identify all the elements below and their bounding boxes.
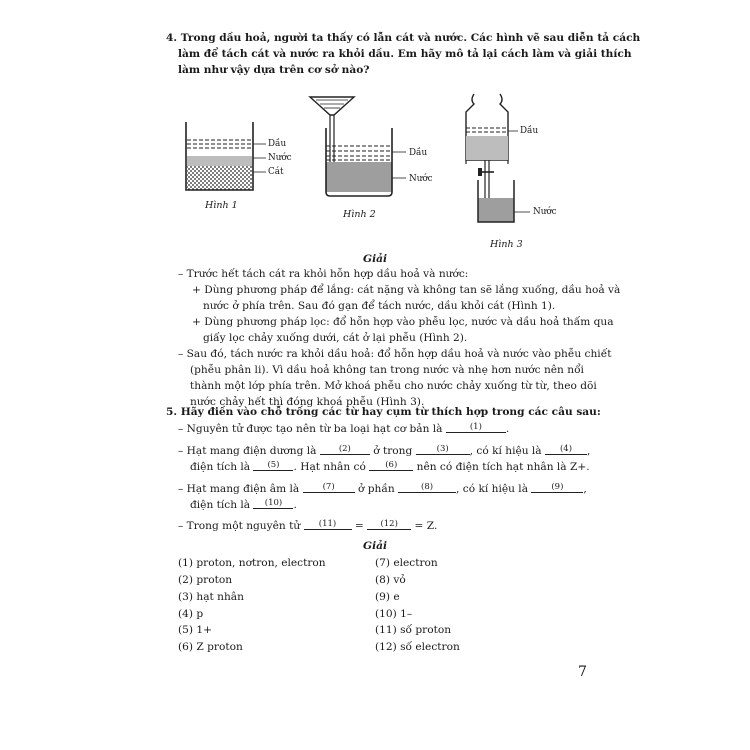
answer-left-6: (6) Z proton (178, 641, 243, 653)
blank-6: (6) (369, 460, 413, 471)
answer-right-2: (8) vỏ (375, 574, 406, 586)
q5-s3b-end: . (293, 499, 297, 511)
answer-right-3: (9) e (375, 591, 400, 603)
blank-8: (8) (398, 482, 456, 493)
sol4-separate-4: nước chảy hết thì đóng khoá phễu (Hình 3). (190, 396, 425, 408)
sol4-settle-1: + Dùng phương pháp để lắng: cát nặng và không tan sẽ lắng xuống, dầu hoả và (192, 284, 621, 296)
q4-line-3: làm như vậy dựa trên cơ sở nào? (178, 64, 370, 76)
q5-s1-text: – Nguyên tử được tạo nên từ ba loại hạt cơ bản là (178, 423, 443, 435)
sol4-filter-2: giấy lọc chảy xuống dưới, cát ở lại phễu (Hình 2). (203, 332, 468, 344)
answer-left-4: (4) p (178, 608, 204, 620)
q5-s4-eq2: = Z. (414, 520, 438, 532)
solution-title-4: Giải (363, 253, 387, 265)
fig2-caption: Hình 2 (343, 209, 376, 220)
q5-s3-mid1: ở phần (358, 483, 395, 495)
q5-sentence-4 (178, 518, 437, 534)
fig1-label-oil: Dầu (268, 139, 287, 149)
sol4-separate-1: – Sau đó, tách nước ra khỏi dầu hoả: đổ hỗn hợp dầu hoả và nước vào phễu chiết (178, 348, 612, 360)
figure-2-filtration (310, 97, 406, 196)
blank-12: (12) (367, 519, 411, 530)
figure-1-beaker (186, 122, 266, 190)
sol4-separate-3: thành một lớp phía trên. Mở khoá phễu cho nước chảy xuống từ từ, theo dõi (190, 380, 597, 392)
q5-sentence-1 (178, 421, 509, 437)
answer-left-1: (1) proton, nơtron, electron (178, 557, 326, 569)
blank-7: (7) (303, 482, 355, 493)
fig3-label-oil: Dầu (520, 126, 539, 136)
sol4-settle-2: nước ở phía trên. Sau đó gạn để tách nước, dầu khỏi cát (Hình 1). (203, 300, 556, 312)
page-number: 7 (578, 664, 587, 680)
blank-1: (1) (446, 422, 506, 433)
blank-11: (11) (304, 519, 352, 530)
q5-sentence-3 (178, 481, 587, 497)
answer-left-3: (3) hạt nhân (178, 591, 244, 603)
blank-5: (5) (253, 460, 293, 471)
fig3-label-water: Nước (533, 207, 557, 217)
sol4-filter-1: + Dùng phương pháp lọc: đổ hỗn hợp vào phễu lọc, nước và dầu hoả thấm qua (192, 316, 614, 328)
blank-10: (10) (253, 498, 293, 509)
blank-9: (9) (531, 482, 583, 493)
q5-sentence-2b (190, 459, 590, 475)
q5-s2b-text: điện tích là (190, 461, 251, 473)
q5-sentence-2 (178, 443, 590, 459)
answer-right-1: (7) electron (375, 557, 438, 569)
answer-left-2: (2) proton (178, 574, 233, 586)
q5-title: 5. Hãy điền vào chỗ trống các từ hay cụm từ thích hợp trong các câu sau: (166, 406, 601, 418)
blank-3: (3) (416, 444, 470, 455)
q5-sentence-3b (190, 497, 297, 513)
solution-title-5: Giải (363, 540, 387, 552)
q5-s2-mid1: ở trong (373, 445, 413, 457)
fig1-label-sand: Cát (268, 167, 284, 177)
q4-line-1: 4. Trong dầu hoả, người ta thấy có lẫn cát và nước. Các hình vẽ sau diễn tả cách (166, 32, 641, 44)
fig1-label-water: Nước (268, 153, 292, 163)
fig2-label-water: Nước (409, 174, 433, 184)
q5-s4-text: – Trong một nguyên tử (178, 520, 301, 532)
fig1-caption: Hình 1 (205, 200, 238, 211)
q5-s2b-mid: . Hạt nhân có (293, 461, 366, 473)
q5-s3b-text: điện tích là (190, 499, 251, 511)
q5-s3-text: – Hạt mang điện âm là (178, 483, 300, 495)
fig2-label-oil: Dầu (409, 148, 428, 158)
answer-right-5: (11) số proton (375, 624, 452, 636)
q5-s2-mid2: , có kí hiệu là (469, 445, 542, 457)
blank-4: (4) (545, 444, 587, 455)
blank-2: (2) (320, 444, 370, 455)
answer-right-4: (10) 1– (375, 608, 413, 620)
q5-s3-end: , (583, 483, 587, 495)
q5-s4-eq1: = (354, 520, 364, 532)
answer-left-5: (5) 1+ (178, 624, 212, 636)
sol4-intro: – Trước hết tách cát ra khỏi hỗn hợp dầu hoả và nước: (178, 268, 469, 280)
q4-line-2: làm để tách cát và nước ra khỏi dầu. Em hãy mô tả lại cách làm và giải thích (178, 48, 632, 60)
q5-s3-mid2: , có kí hiệu là (456, 483, 529, 495)
figure-3-separatory-funnel (466, 94, 530, 222)
q5-s2-end: , (587, 445, 591, 457)
q5-s2b-end: nên có điện tích hạt nhân là Z+. (416, 461, 590, 473)
q5-s1-end: . (505, 423, 510, 435)
q5-s2-text: – Hạt mang điện dương là (178, 445, 317, 457)
sol4-separate-2: (phễu phân li). Vì dầu hoả không tan trong nước và nhẹ hơn nước nên nổi (190, 364, 584, 376)
answer-right-6: (12) số electron (375, 641, 460, 653)
fig3-caption: Hình 3 (490, 239, 523, 250)
